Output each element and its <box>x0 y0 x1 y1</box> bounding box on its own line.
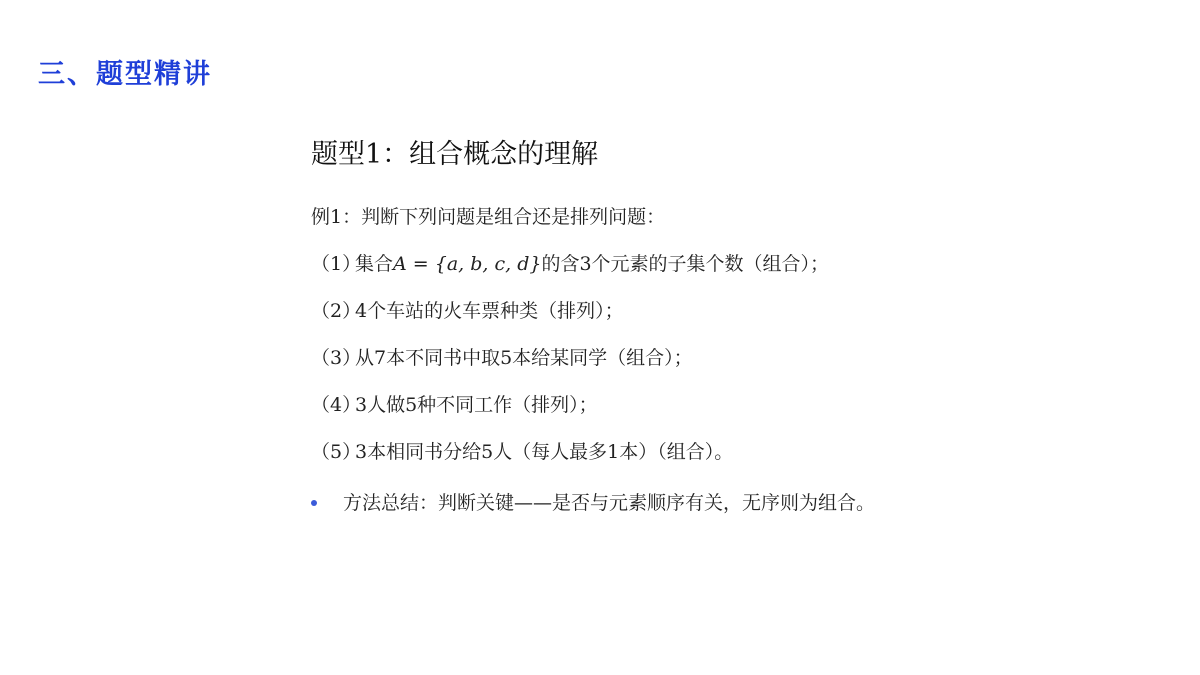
item-text: 4个车站的火车票种类（排列）； <box>355 300 624 322</box>
list-item <box>311 345 911 371</box>
list-item <box>311 251 911 277</box>
item-number: （5） <box>311 441 362 463</box>
item-text: 3本相同书分给5人（每人最多1本）（组合）。 <box>355 441 734 463</box>
slide-content <box>311 136 911 520</box>
example-intro: 例1：判断下列问题是组合还是排列问题： <box>311 206 666 228</box>
item-number: （2） <box>311 300 362 322</box>
item-text-prefix: 集合 <box>355 253 394 275</box>
list-item <box>311 298 911 324</box>
bullet-dot-icon <box>311 500 317 506</box>
item-number: （3） <box>311 347 362 369</box>
item-text: 从7本不同书中取5本给某同学（组合）； <box>355 347 693 369</box>
summary-text: 方法总结：判断关键——是否与元素顺序有关，无序则为组合。 <box>343 492 876 514</box>
item-number: （4） <box>311 394 362 416</box>
item-number: （1） <box>311 253 362 275</box>
item-text-suffix: 的含3个元素的子集个数（组合）； <box>541 253 830 275</box>
item-text: 3人做5种不同工作（排列）； <box>355 394 598 416</box>
topic-title: 题型1：组合概念的理解 <box>311 139 599 170</box>
set-formula: A = {a, b, c, d} <box>393 253 542 275</box>
list-item <box>311 439 911 465</box>
section-title: 三、题型精讲 <box>38 59 212 90</box>
summary-bullet <box>311 486 903 520</box>
list-item <box>311 392 911 418</box>
